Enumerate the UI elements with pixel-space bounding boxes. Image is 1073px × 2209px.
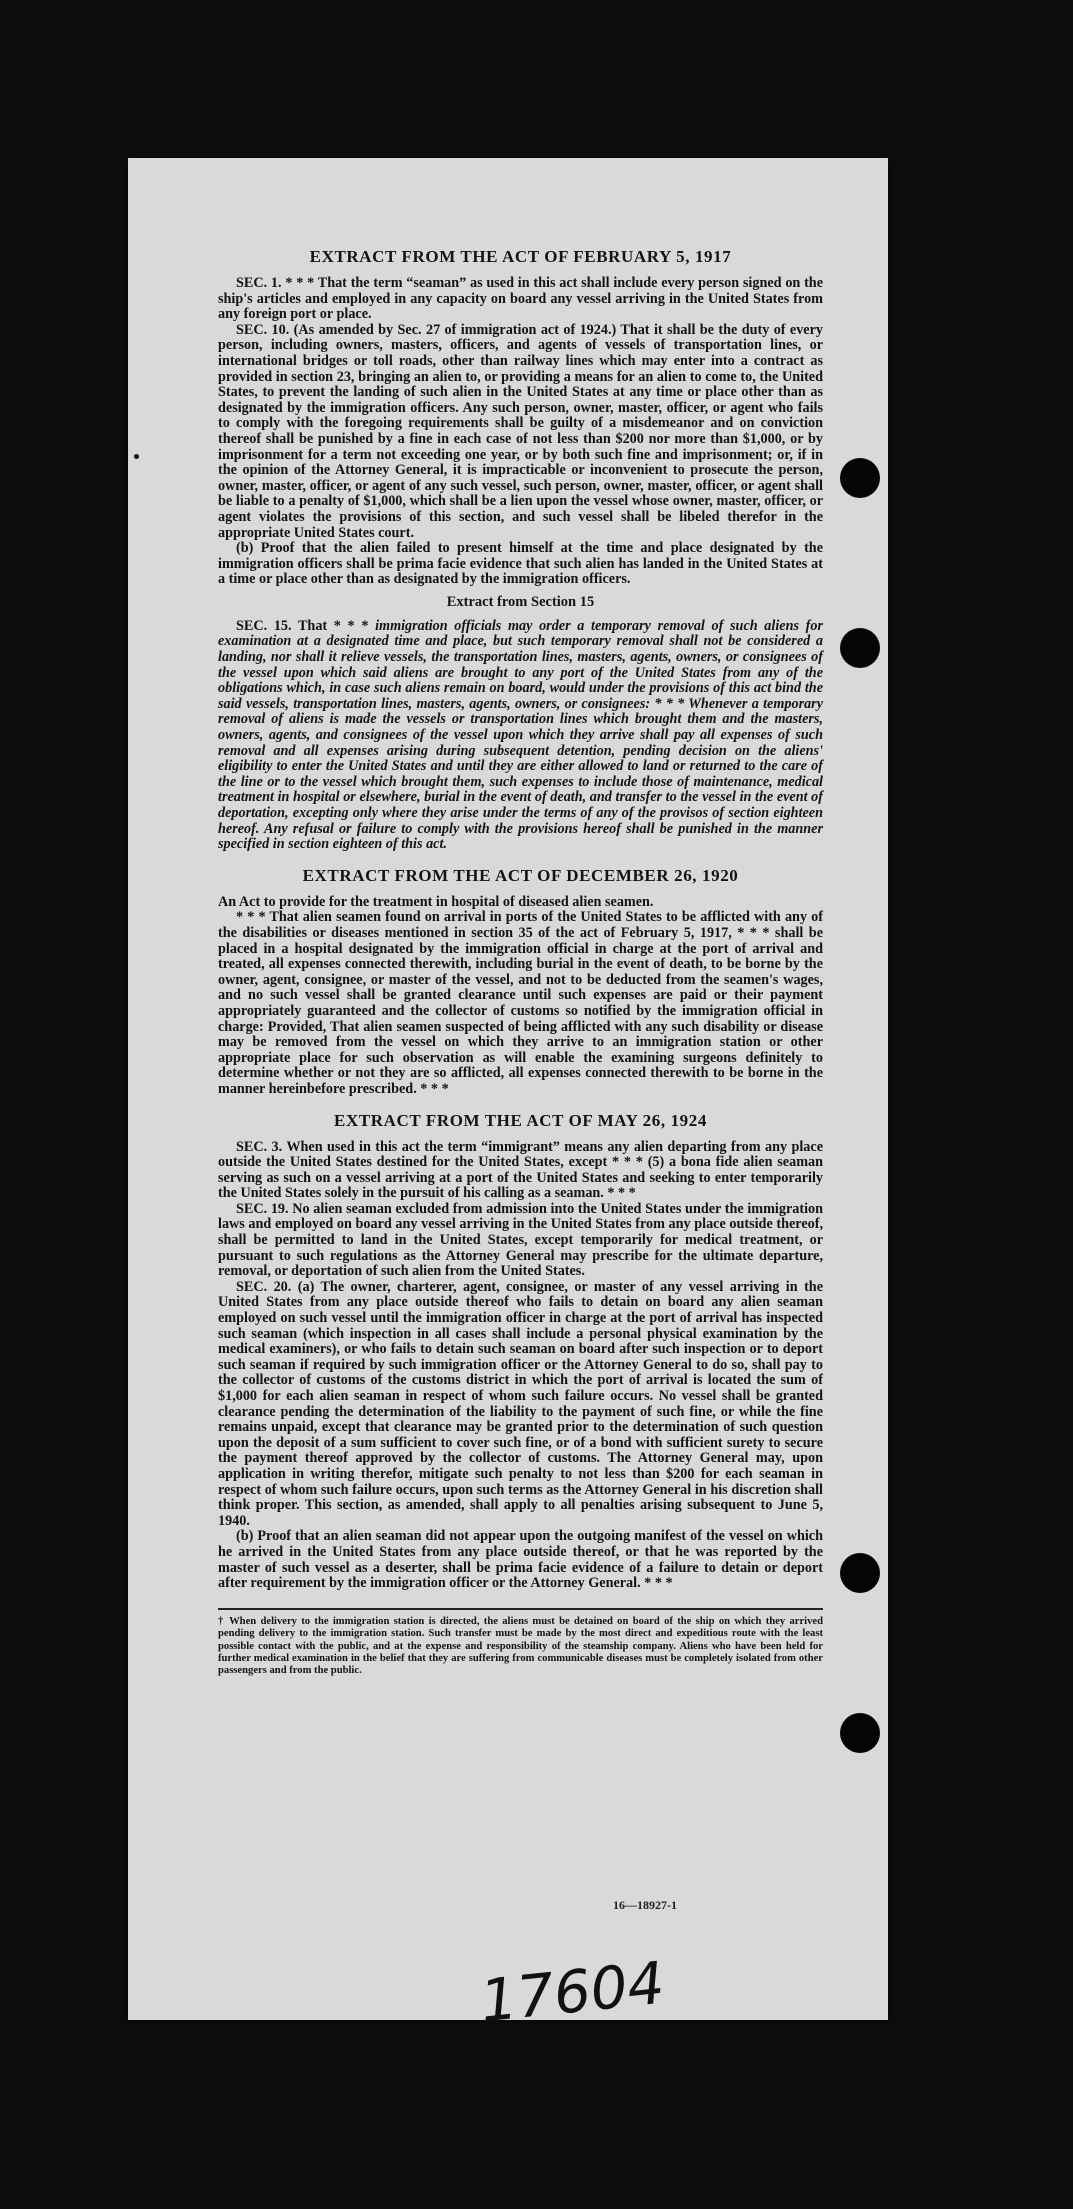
section-10-text: SEC. 10. (As amended by Sec. 27 of immigration act of 1924.) That it shall be the duty of every person, including owners, masters, officers, and agents of vessels of transportation lines, or international bridges or toll roads, other than railway lines which may enter into a contract as provided in section 23, bringing an alien to, or providing a means for an alien to come to, the United States, to prevent the landing of such alien in the United States at any time or place other than as designated by the immigration officers. Any such person, owner, master, officer, or agent who fails to comply with the foregoing requirements shall be guilty of a misdemeanor and on conviction thereof shall be punished by a fine in each case of not less than $200 nor more than $1,000, or by imprisonment for a term not exceeding one year, or by both such fine and imprisonment; or, if in the opinion of the Attorney General, it is impracticable or inconvenient to prosecute the person, owner, master, officer, or agent of any such vessel, such person, owner, master, officer, or agent shall be liable to a penalty of $1,000, which shall be a lien upon the vessel whose owner, master, officer, or agent violates the provisions of this section, and such vessel shall be libeled therefor in the appropriate United States court.	[218, 321, 823, 541]
heading-act-1917: EXTRACT FROM THE ACT OF FEBRUARY 5, 1917	[309, 247, 732, 266]
heading-section-15: Extract from Section 15	[446, 593, 595, 610]
act-1920-title: An Act to provide for the treatment in hospital of diseased alien seamen.	[218, 893, 654, 910]
section-1-text: SEC. 1. * * * That the term “seaman” as used in this act shall include every person signed on the ship's articles and employed in any capacity on board any vessel arriving in the United States from any foreign port or place.	[218, 275, 823, 323]
section-15-text	[218, 619, 823, 853]
section-20-text: SEC. 20. (a) The owner, charterer, agent, consignee, or master of any vessel arriving in the United States from any place outside thereof who fails to detain on board any alien seaman employed on such vessel until the immigration officer in charge at the port of arrival has inspected such seaman (which inspection in all cases shall include a personal physical examination by the medical examiners), or who fails to detain such seaman on board after such inspection or to deport such seaman if required by such immigration officer or the Attorney General to do so, shall pay to the collector of customs of the customs district in which the port of arrival is located the sum of $1,000 for each alien seaman in respect of whom such failure occurs. No vessel shall be granted clearance pending the determination of the liability to the payment of such fine, or while the fine remains unpaid, except that clearance may be granted prior to the determination of such question upon the deposit of a sum sufficient to cover such fine, or of a bond with sufficient surety to secure the payment thereof approved by the collector of customs. The Attorney General may, upon application in writing therefor, mitigate such penalty to not less than $200 for each seaman in respect of whom such failure occurs, upon such terms as the Attorney General in his discretion shall think proper. This section, as amended, shall apply to all penalties arising subsequent to June 5, 1940.	[218, 1278, 823, 1529]
footnote-text: † When delivery to the immigration station is directed, the aliens must be detained on board of the ship on which they arrived pending delivery to the immigration station. Such transfer must be made by the most direct and expeditious route with the least possible contact with the public, and at the expense and responsibility of the steamship company. Aliens who have been held for further medical examination in the belief that they are suffering from communicable diseases must be completely isolated from other passengers and from the public.	[218, 1615, 823, 1677]
punch-hole-1	[840, 458, 880, 498]
margin-mark	[134, 454, 139, 459]
act-1920-body: * * * That alien seamen found on arrival in ports of the United States to be afflicted with any of the disabilities or diseases mentioned in section 35 of the act of February 5, 1917, * * * shall be placed in a hospital designated by the immigration official in charge at the port of arrival and treated, all expenses connected therewith, including burial in the event of death, to be borne by the owner, agent, consignee, or master of the vessel, and not to be deducted from the seamen's wages, and no such vessel shall be granted clearance until such expenses are paid or their payment appropriately guaranteed and the collector of customs so notified by the immigration official in charge: Provided, That alien seamen suspected of being afflicted with any such disability or disease may be removed from the vessel on which they arrive to an immigration station or other appropriate place for such observation as will enable the examining surgeons definitely to determine whether or not they are so afflicted, all expenses connected therewith to be borne in the manner hereinbefore prescribed. * * *	[218, 909, 823, 1097]
section-20b-text: (b) Proof that an alien seaman did not appear upon the outgoing manifest of the vessel on which he arrived in the United States from any place outside thereof, or that he was reported by the master of such vessel as a deserter, shall be prima facie evidence of a failure to detain or deport after requirement by the immigration officer or the Attorney General. * * *	[218, 1528, 823, 1592]
heading-act-1920: EXTRACT FROM THE ACT OF DECEMBER 26, 1920	[302, 865, 739, 885]
section-3-text: SEC. 3. When used in this act the term “immigrant” means any alien departing from any place outside the United States destined for the United States, except * * * (5) a bona fide alien seaman serving as such on a vessel arriving at a port of the United States and seeking to enter temporarily the United States solely in the pursuit of his calling as a seaman. * * *	[218, 1138, 823, 1202]
punch-hole-3	[840, 1553, 880, 1593]
footnote-divider	[218, 1608, 823, 1610]
heading-act-1924: EXTRACT FROM THE ACT OF MAY 26, 1924	[334, 1110, 707, 1130]
form-number: 16—18927-1	[613, 1898, 677, 1912]
section-19-text: SEC. 19. No alien seaman excluded from admission into the United States under the immigration laws and employed on board any vessel arriving in the United States from any place outside thereof, shall be permitted to land in the United States, except temporarily for medical treatment, or pursuant to such regulations as the Attorney General may prescribe for the ultimate departure, removal, or deportation of such alien from the United States.	[218, 1200, 823, 1280]
handwritten-number: 17604	[476, 1948, 668, 2036]
punch-hole-2	[840, 628, 880, 668]
section-15-lead: SEC. 15. That * * *	[236, 617, 369, 634]
section-15-body: immigration officials may order a temporary removal of such aliens for examination at a designated time and place, but such temporary removal shall not be considered a landing, nor shall it relieve vessels, the transportation lines, masters, agents, owners, or consignees of the vessel upon which said aliens are brought to any port of the United States from any of the obligations which, in case such aliens remain on board, would under the provisions of this act bind the said vessels, transportation lines, masters, agents, owners, or consignees: * * * Whenever a temporary removal of aliens is made the vessels or transportation lines which brought them and the masters, owners, agents, and consignees of the vessel upon which they arrive shall pay all expenses of such removal and all expenses arising during subsequent detention, pending decision on the aliens' eligibility to enter the United States and until they are either allowed to land or returned to the care of the line or to the vessel which brought them, such expenses to include those of maintenance, medical treatment in hospital or elsewhere, burial in the event of death, and transfer to the vessel in the event of deportation, excepting only where they arise under the terms of any of the provisos of section eighteen hereof. Any refusal or failure to comply with the provisions hereof shall be punished in the manner specified in section eighteen of this act.	[218, 617, 823, 853]
punch-hole-4	[840, 1713, 880, 1753]
document-page	[128, 158, 888, 2036]
section-10b-text: (b) Proof that the alien failed to present himself at the time and place designated by the immigration officers shall be prima facie evidence that such alien has landed in the United States at a time or place other than as designated by the immigration officers.	[218, 540, 823, 588]
document-body	[218, 246, 823, 1678]
